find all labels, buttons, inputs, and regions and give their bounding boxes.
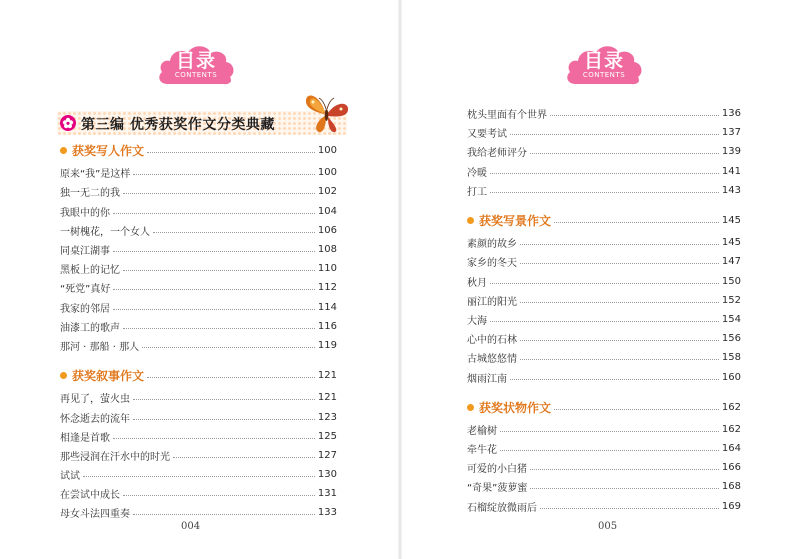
leader-dots bbox=[520, 359, 719, 360]
entry-page: 106 bbox=[317, 224, 337, 236]
toc-category-heading[interactable] bbox=[60, 366, 337, 385]
leader-dots bbox=[530, 153, 719, 154]
entry-title: 在尝试中成长 bbox=[60, 490, 120, 502]
entry-page: 156 bbox=[721, 333, 741, 345]
leader-dots bbox=[520, 340, 719, 341]
toc-entry[interactable] bbox=[467, 458, 741, 477]
butterfly-icon bbox=[303, 90, 351, 136]
toc-entry[interactable] bbox=[60, 503, 337, 522]
leader-dots bbox=[540, 508, 719, 509]
leader-dots bbox=[113, 289, 315, 290]
toc-entry[interactable] bbox=[60, 317, 337, 336]
entry-title: 心中的石林 bbox=[467, 335, 517, 347]
badge-subtitle: CONTENTS bbox=[174, 71, 218, 79]
leader-dots bbox=[113, 213, 315, 214]
leader-dots bbox=[133, 419, 315, 420]
toc-entry[interactable] bbox=[467, 310, 741, 329]
toc-entry[interactable] bbox=[467, 439, 741, 458]
entry-title: 那些浸润在汗水中的时光 bbox=[60, 451, 170, 463]
leader-dots bbox=[490, 283, 719, 284]
toc-entry[interactable] bbox=[60, 427, 337, 446]
entry-title: 冷暖 bbox=[467, 167, 487, 179]
entry-page: 104 bbox=[317, 205, 337, 217]
entry-title: 试试 bbox=[60, 471, 80, 483]
page-number: 005 bbox=[598, 521, 618, 532]
category-title: 获奖状物作文 bbox=[479, 400, 552, 415]
entry-title: 又要考试 bbox=[467, 129, 507, 141]
toc-list-right bbox=[467, 104, 741, 527]
entry-title: 枕头里面有个世界 bbox=[467, 110, 547, 122]
entry-title: 素颜的故乡 bbox=[467, 239, 517, 251]
entry-title: 老榆树 bbox=[467, 425, 497, 437]
entry-page: 125 bbox=[317, 430, 337, 442]
toc-entry[interactable] bbox=[467, 104, 741, 123]
leader-dots bbox=[123, 495, 315, 496]
contents-badge bbox=[565, 40, 643, 88]
leader-dots bbox=[113, 309, 315, 310]
toc-entry[interactable] bbox=[60, 221, 337, 240]
toc-category-heading[interactable] bbox=[60, 141, 337, 160]
toc-entry[interactable] bbox=[467, 123, 741, 142]
entry-title: 烟雨江南 bbox=[467, 373, 507, 385]
entry-title: 石榴绽放微雨后 bbox=[467, 502, 537, 514]
entry-title: 怀念逝去的流年 bbox=[60, 413, 130, 425]
entry-page: 158 bbox=[721, 352, 741, 364]
entry-page: 150 bbox=[721, 275, 741, 287]
toc-entry[interactable] bbox=[60, 336, 337, 355]
entry-title: 打工 bbox=[467, 186, 487, 198]
dot-bullet-icon bbox=[60, 147, 67, 154]
toc-group bbox=[467, 104, 741, 200]
toc-entry[interactable] bbox=[60, 278, 337, 297]
toc-entry[interactable] bbox=[60, 298, 337, 317]
entry-title: 古城悠悠情 bbox=[467, 354, 517, 366]
entry-page: 116 bbox=[317, 320, 337, 332]
toc-entry[interactable] bbox=[60, 202, 337, 221]
leader-dots bbox=[133, 399, 315, 400]
entry-title: 独一无二的我 bbox=[60, 188, 120, 200]
toc-group bbox=[60, 141, 337, 355]
leader-dots bbox=[147, 152, 315, 153]
entry-page: 169 bbox=[721, 500, 741, 512]
leader-dots bbox=[500, 450, 719, 451]
entry-title: 黑板上的记忆 bbox=[60, 265, 120, 277]
entry-page: 131 bbox=[317, 488, 337, 500]
entry-page: 121 bbox=[317, 392, 337, 404]
entry-title: 我给老师评分 bbox=[467, 148, 527, 160]
entry-title: 可爱的小白猪 bbox=[467, 464, 527, 476]
entry-title: 一树槐花，一个女人 bbox=[60, 226, 150, 238]
toc-entry[interactable] bbox=[60, 484, 337, 503]
leader-dots bbox=[123, 270, 315, 271]
leader-dots bbox=[520, 244, 719, 245]
entry-title: 丽江的阳光 bbox=[467, 296, 517, 308]
entry-page: 147 bbox=[721, 256, 741, 268]
leader-dots bbox=[142, 347, 315, 348]
toc-category-heading[interactable] bbox=[467, 211, 741, 230]
entry-title: “奇果”菠萝蜜 bbox=[467, 483, 528, 495]
leader-dots bbox=[113, 251, 315, 252]
toc-entry[interactable] bbox=[467, 233, 741, 252]
leader-dots bbox=[510, 134, 719, 135]
leader-dots bbox=[147, 377, 315, 378]
leader-dots bbox=[153, 232, 315, 233]
entry-title: 秋月 bbox=[467, 277, 487, 289]
contents-badge bbox=[157, 40, 235, 88]
entry-title: 牵牛花 bbox=[467, 445, 497, 457]
entry-page: 137 bbox=[721, 127, 741, 139]
dot-bullet-icon bbox=[60, 372, 67, 379]
leader-dots bbox=[83, 476, 315, 477]
entry-page: 130 bbox=[317, 469, 337, 481]
entry-page: 152 bbox=[721, 294, 741, 306]
entry-title: 家乡的冬天 bbox=[467, 258, 517, 270]
toc-entry[interactable] bbox=[467, 181, 741, 200]
entry-page: 166 bbox=[721, 462, 741, 474]
category-title: 获奖叙事作文 bbox=[72, 369, 145, 384]
category-page: 121 bbox=[317, 370, 337, 382]
entry-title: 油漆工的歌声 bbox=[60, 322, 120, 334]
toc-entry[interactable] bbox=[467, 367, 741, 386]
leader-dots bbox=[530, 469, 719, 470]
toc-group bbox=[467, 211, 741, 387]
entry-page: 127 bbox=[317, 449, 337, 461]
toc-entry[interactable] bbox=[60, 446, 337, 465]
entry-page: 143 bbox=[721, 184, 741, 196]
entry-page: 139 bbox=[721, 146, 741, 158]
flower-icon bbox=[60, 115, 76, 131]
leader-dots bbox=[554, 409, 719, 410]
entry-title: 原来“我”是这样 bbox=[60, 169, 131, 181]
section-title: 第三编 优秀获奖作文分类典藏 bbox=[81, 117, 275, 133]
toc-entry[interactable] bbox=[467, 162, 741, 181]
toc-entry[interactable] bbox=[60, 240, 337, 259]
leader-dots bbox=[554, 222, 719, 223]
entry-page: 119 bbox=[317, 339, 337, 351]
badge-title: 目录 bbox=[583, 50, 624, 72]
entry-page: 108 bbox=[317, 244, 337, 256]
leader-dots bbox=[520, 302, 719, 303]
toc-entry[interactable] bbox=[60, 388, 337, 407]
leader-dots bbox=[123, 193, 315, 194]
dot-bullet-icon bbox=[467, 217, 474, 224]
entry-page: 100 bbox=[317, 167, 337, 179]
entry-page: 141 bbox=[721, 165, 741, 177]
toc-entry[interactable] bbox=[467, 142, 741, 161]
entry-page: 102 bbox=[317, 186, 337, 198]
entry-page: 164 bbox=[721, 443, 741, 455]
toc-entry[interactable] bbox=[467, 291, 741, 310]
toc-entry[interactable] bbox=[60, 465, 337, 484]
entry-page: 168 bbox=[721, 481, 741, 493]
entry-page: 160 bbox=[721, 371, 741, 383]
toc-group bbox=[60, 366, 337, 523]
leader-dots bbox=[133, 514, 315, 515]
entry-page: 110 bbox=[317, 263, 337, 275]
entry-page: 112 bbox=[317, 282, 337, 294]
badge-subtitle: CONTENTS bbox=[582, 71, 626, 79]
entry-page: 154 bbox=[721, 313, 741, 325]
page-number: 004 bbox=[181, 521, 201, 532]
toc-entry[interactable] bbox=[467, 272, 741, 291]
entry-title: 相逢是首歌 bbox=[60, 432, 110, 444]
leader-dots bbox=[490, 321, 719, 322]
toc-category-heading[interactable] bbox=[467, 398, 741, 417]
entry-title: 大海 bbox=[467, 315, 487, 327]
leader-dots bbox=[490, 192, 719, 193]
category-page: 145 bbox=[721, 215, 741, 227]
toc-entry[interactable] bbox=[467, 477, 741, 496]
entry-title: 同桌江湖事 bbox=[60, 246, 110, 258]
leader-dots bbox=[113, 438, 315, 439]
category-page: 100 bbox=[317, 145, 337, 157]
leader-dots bbox=[530, 488, 719, 489]
entry-page: 162 bbox=[721, 423, 741, 435]
entry-page: 114 bbox=[317, 301, 337, 313]
leader-dots bbox=[550, 115, 719, 116]
leader-dots bbox=[133, 174, 315, 175]
leader-dots bbox=[173, 457, 315, 458]
toc-entry[interactable] bbox=[467, 497, 741, 516]
entry-page: 136 bbox=[721, 108, 741, 120]
dot-bullet-icon bbox=[467, 404, 474, 411]
entry-title: 我眼中的你 bbox=[60, 207, 110, 219]
category-title: 获奖写人作文 bbox=[72, 144, 145, 159]
toc-entry[interactable] bbox=[467, 420, 741, 439]
category-page: 162 bbox=[721, 401, 741, 413]
toc-entry[interactable] bbox=[60, 407, 337, 426]
entry-title: 我家的邻居 bbox=[60, 303, 110, 315]
entry-page: 133 bbox=[317, 507, 337, 519]
leader-dots bbox=[123, 328, 315, 329]
leader-dots bbox=[500, 431, 719, 432]
category-title: 获奖写景作文 bbox=[479, 214, 552, 229]
leader-dots bbox=[510, 379, 719, 380]
toc-entry[interactable] bbox=[467, 348, 741, 367]
entry-title: 再见了，萤火虫 bbox=[60, 394, 130, 406]
toc-list-left bbox=[60, 141, 337, 534]
badge-title: 目录 bbox=[175, 50, 216, 72]
entry-title: 那河 · 那船 · 那人 bbox=[60, 341, 140, 353]
entry-page: 123 bbox=[317, 411, 337, 423]
entry-title: 母女斗法四重奏 bbox=[60, 509, 130, 521]
toc-entry[interactable] bbox=[60, 259, 337, 278]
entry-page: 145 bbox=[721, 237, 741, 249]
leader-dots bbox=[490, 173, 719, 174]
toc-group bbox=[467, 398, 741, 516]
toc-entry[interactable] bbox=[60, 163, 337, 182]
toc-entry[interactable] bbox=[467, 252, 741, 271]
leader-dots bbox=[520, 263, 719, 264]
entry-title: “死党”真好 bbox=[60, 284, 111, 296]
toc-entry[interactable] bbox=[467, 329, 741, 348]
toc-entry[interactable] bbox=[60, 182, 337, 201]
